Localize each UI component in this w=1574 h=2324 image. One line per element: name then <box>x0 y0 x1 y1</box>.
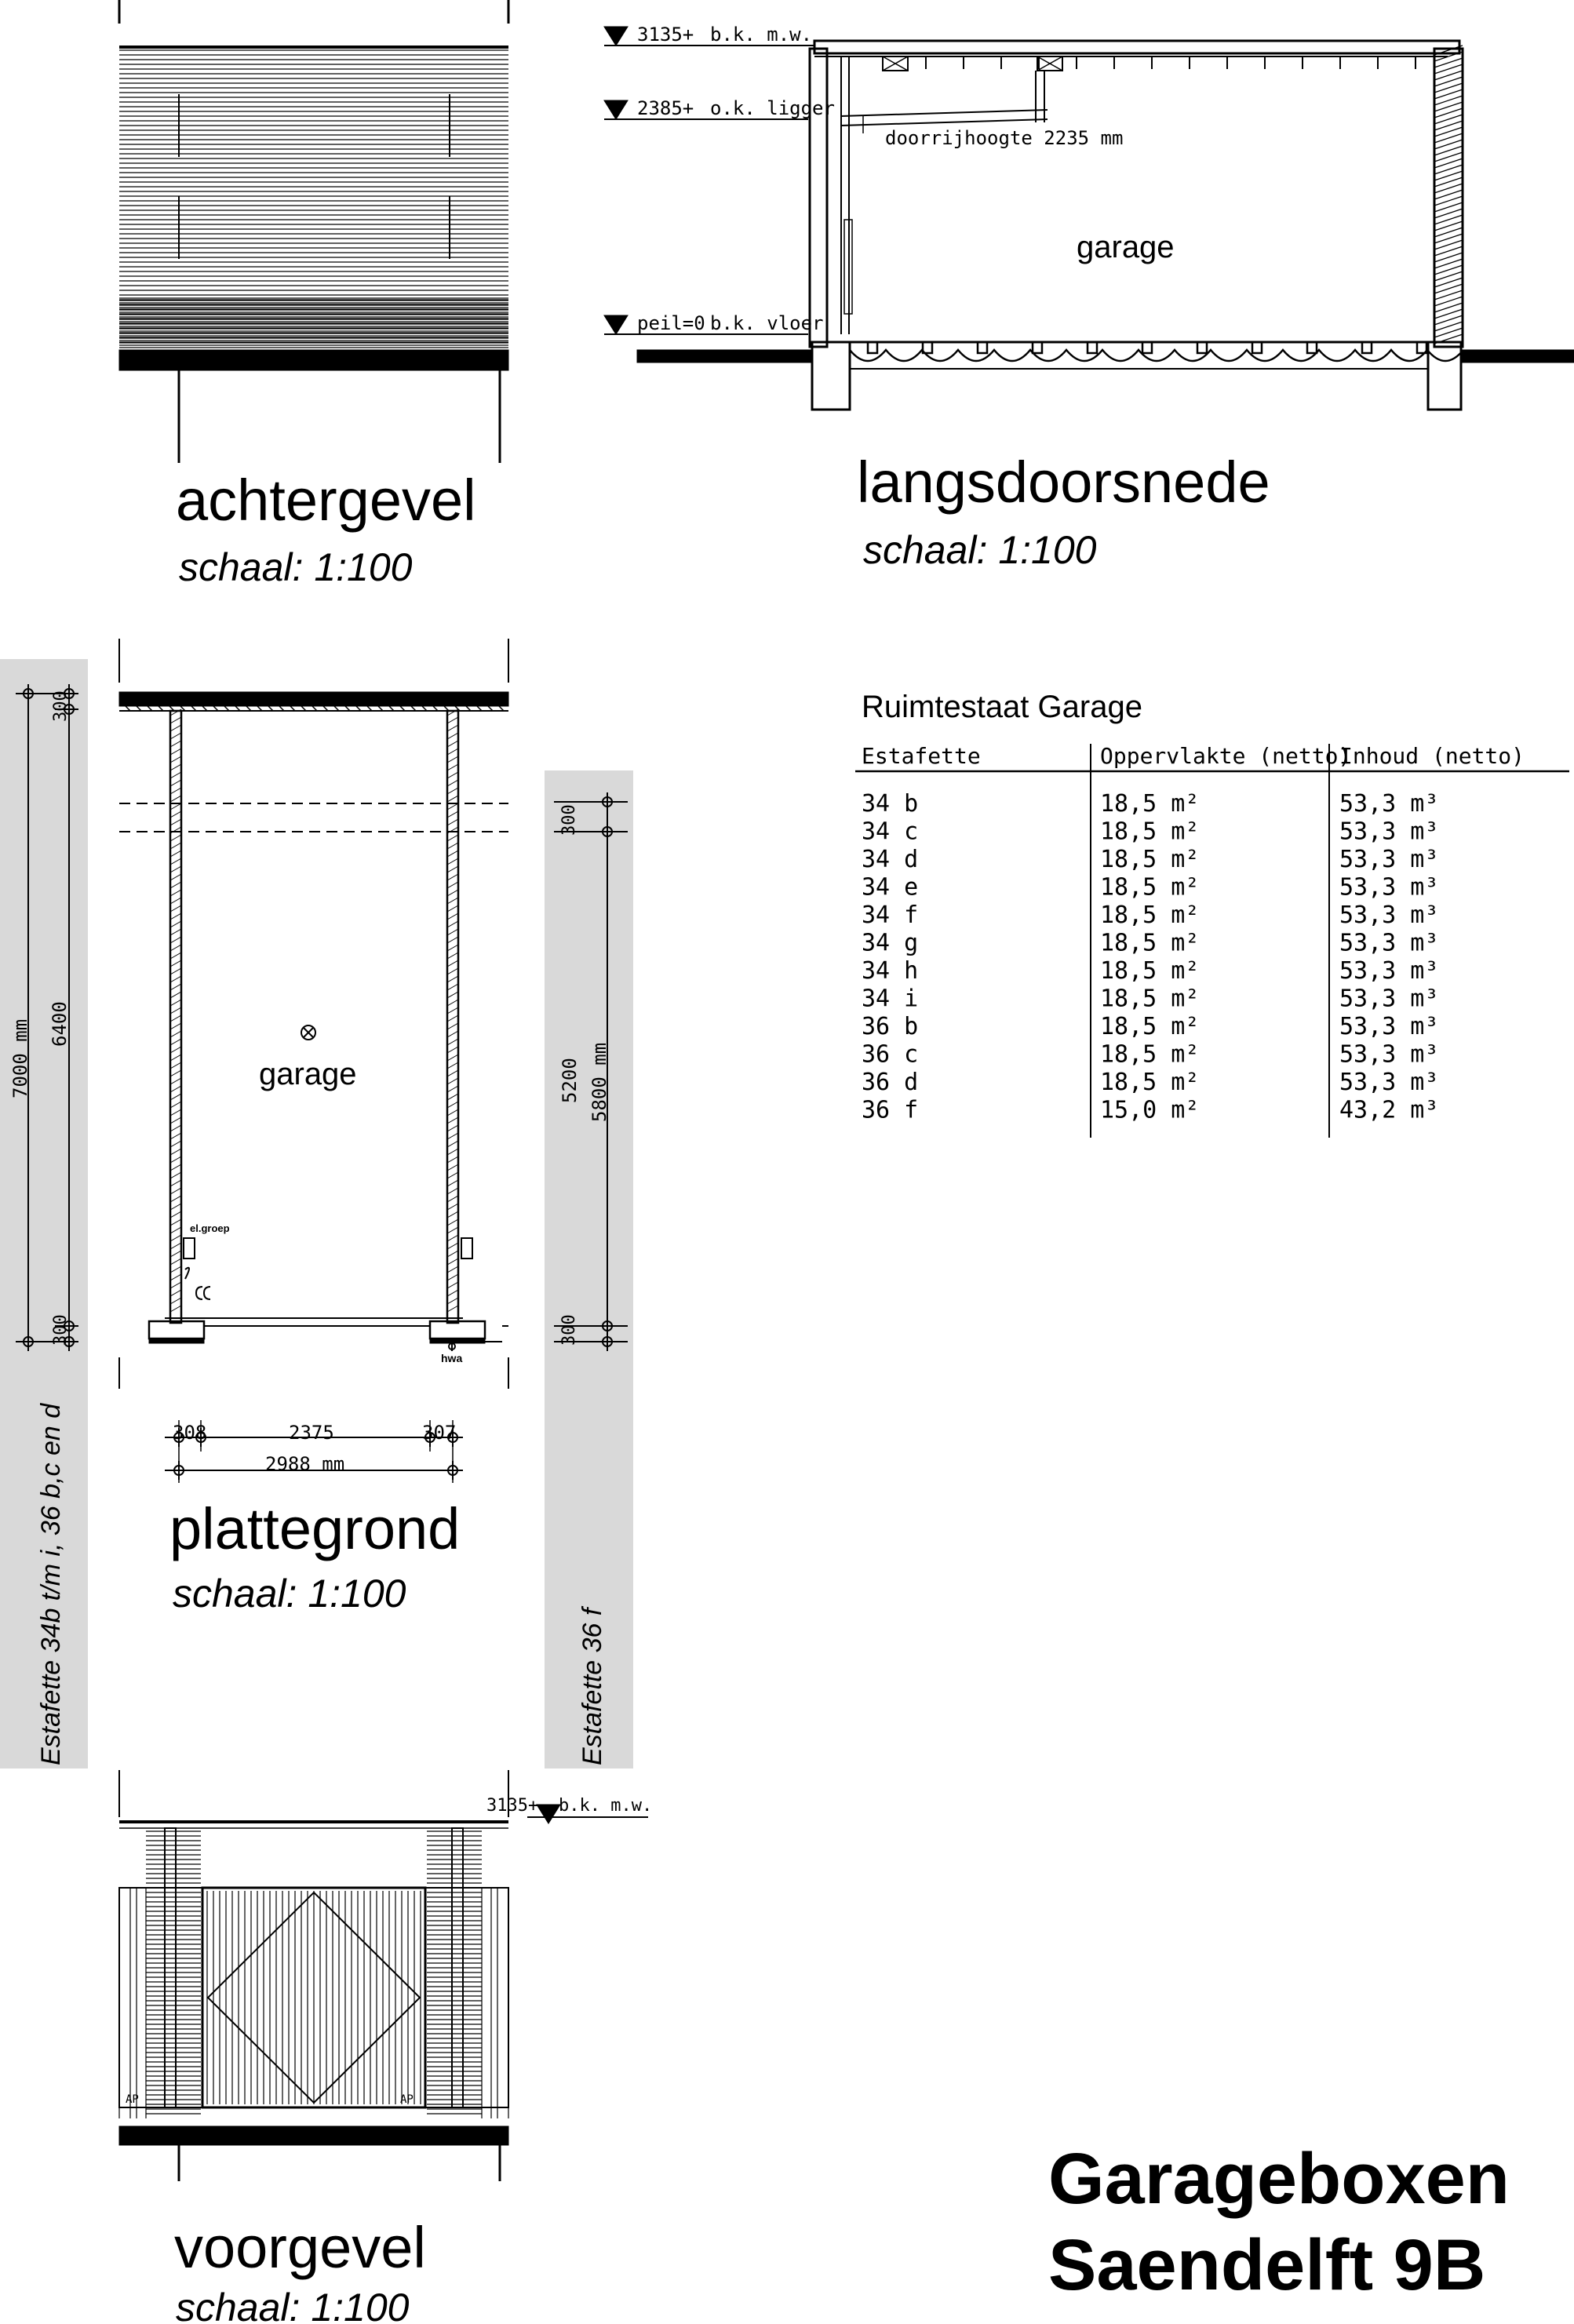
level-marker-top-icon <box>604 27 628 46</box>
roof-joists <box>926 56 1416 69</box>
ap-left-label: AP <box>126 2093 139 2106</box>
plattegrond-title: plattegrond <box>169 1496 461 1561</box>
row-estafette: 34 i <box>862 985 919 1013</box>
ground-right <box>1461 350 1574 362</box>
clearance-label: doorrijhoogte 2235 mm <box>885 127 1124 149</box>
switch-icon <box>461 1238 472 1259</box>
row-estafette: 34 b <box>862 790 919 818</box>
front-level-marker-icon <box>537 1805 560 1823</box>
ruimtestaat-table <box>855 690 1569 1138</box>
row-volume: 53,3 m³ <box>1339 929 1439 957</box>
row-area: 18,5 m² <box>1100 1013 1200 1040</box>
column-header-volume: Inhoud (netto) <box>1339 743 1525 769</box>
row-volume: 43,2 m³ <box>1339 1096 1439 1124</box>
el-group-label: el.groep <box>190 1222 230 1234</box>
dim-wall-top: 300 <box>51 690 71 722</box>
row-volume: 53,3 m³ <box>1339 790 1439 818</box>
langsdoorsnede-section <box>604 27 1574 410</box>
row-area: 18,5 m² <box>1100 873 1200 902</box>
row-area: 15,0 m² <box>1100 1096 1200 1124</box>
row-estafette: 36 d <box>862 1069 919 1096</box>
project-title-line2: Saendelft 9B <box>1048 2225 1486 2305</box>
row-volume: 53,3 m³ <box>1339 957 1439 985</box>
langsdoorsnede-scale: schaal: 1:100 <box>863 528 1097 572</box>
achtergevel-scale: schaal: 1:100 <box>179 545 413 589</box>
right-dim-inner: 5200 <box>559 1058 581 1103</box>
row-area: 18,5 m² <box>1100 790 1200 818</box>
ap-right-label: AP <box>400 2093 414 2106</box>
dim-left-wall: 308 <box>173 1422 207 1444</box>
row-area: 18,5 m² <box>1100 846 1200 873</box>
voorgevel-elevation <box>119 1770 648 2181</box>
right-dim-wall-top: 300 <box>559 804 579 836</box>
row-area: 18,5 m² <box>1100 902 1200 929</box>
row-estafette: 36 b <box>862 1013 919 1040</box>
section-level-top-ref: b.k. m.w. <box>710 24 813 46</box>
row-volume: 53,3 m³ <box>1339 846 1439 873</box>
right-dim-total: 5800 mm <box>588 1042 610 1122</box>
row-estafette: 34 f <box>862 902 919 929</box>
row-estafette: 34 c <box>862 818 919 846</box>
row-volume: 53,3 m³ <box>1339 902 1439 929</box>
garage-door <box>207 1891 421 2104</box>
row-estafette: 36 f <box>862 1096 919 1124</box>
ground-left <box>637 350 813 362</box>
row-estafette: 34 g <box>862 929 919 957</box>
row-volume: 53,3 m³ <box>1339 985 1439 1013</box>
level-marker-floor-icon <box>604 315 628 334</box>
row-estafette: 36 c <box>862 1040 919 1069</box>
column-header-estafette: Estafette <box>862 743 981 769</box>
level-marker-beam-icon <box>604 100 628 119</box>
column-header-area: Oppervlakte (netto) <box>1100 743 1352 769</box>
socket-icon <box>185 1268 189 1279</box>
table-title: Ruimtestaat Garage <box>862 690 1142 724</box>
floor-slab-profile <box>850 342 1463 361</box>
dim-inner-width: 2375 <box>289 1422 334 1444</box>
dim-right-wall: 307 <box>422 1422 457 1444</box>
section-level-beam-value: 2385+ <box>637 97 694 119</box>
dim-total-width: 2988 mm <box>265 1453 345 1475</box>
table-rows <box>862 790 1438 1124</box>
voorgevel-title: voorgevel <box>174 2215 426 2280</box>
plattegrond-scale: schaal: 1:100 <box>173 1572 406 1616</box>
voorgevel-scale: schaal: 1:100 <box>176 2286 410 2324</box>
row-area: 18,5 m² <box>1100 957 1200 985</box>
dim-wall-bottom: 300 <box>51 1314 71 1346</box>
plan-top-wall <box>119 692 508 706</box>
project-title-line1: Garageboxen <box>1048 2139 1510 2219</box>
section-level-floor-ref: b.k. vloer <box>710 312 824 334</box>
row-area: 18,5 m² <box>1100 985 1200 1013</box>
row-volume: 53,3 m³ <box>1339 1069 1439 1096</box>
achtergevel-title: achtergevel <box>176 468 476 533</box>
row-volume: 53,3 m³ <box>1339 1013 1439 1040</box>
front-level-ref: b.k. m.w. <box>559 1796 653 1816</box>
left-band-label: Estafette 34b t/m i, 36 b,c en d <box>36 1403 66 1765</box>
section-level-top-value: 3135+ <box>637 24 694 46</box>
front-ground-line <box>119 2126 508 2145</box>
row-estafette: 34 d <box>862 846 919 873</box>
row-area: 18,5 m² <box>1100 818 1200 846</box>
front-level-value: 3135+ <box>486 1796 539 1816</box>
plan-room-label: garage <box>259 1057 357 1091</box>
row-volume: 53,3 m³ <box>1339 818 1439 846</box>
row-area: 18,5 m² <box>1100 1040 1200 1069</box>
dim-inner-depth: 6400 <box>49 1001 71 1047</box>
row-area: 18,5 m² <box>1100 929 1200 957</box>
row-volume: 53,3 m³ <box>1339 873 1439 902</box>
row-area: 18,5 m² <box>1100 1069 1200 1096</box>
langsdoorsnede-title: langsdoorsnede <box>857 450 1270 515</box>
row-estafette: 34 h <box>862 957 919 985</box>
right-dim-wall-bottom: 300 <box>559 1314 579 1346</box>
section-room-label: garage <box>1077 230 1175 264</box>
dim-total-depth: 7000 mm <box>9 1018 31 1098</box>
section-level-floor-value: peil=0 <box>637 312 705 334</box>
hwa-label: hwa <box>441 1352 463 1364</box>
row-volume: 53,3 m³ <box>1339 1040 1439 1069</box>
section-level-beam-ref: o.k. ligger <box>710 97 835 119</box>
rear-ground-line <box>119 350 508 370</box>
achtergevel-elevation <box>119 0 508 463</box>
right-band-label: Estafette 36 f <box>577 1608 607 1765</box>
row-estafette: 34 e <box>862 873 919 902</box>
electrical-box-icon <box>184 1238 195 1259</box>
